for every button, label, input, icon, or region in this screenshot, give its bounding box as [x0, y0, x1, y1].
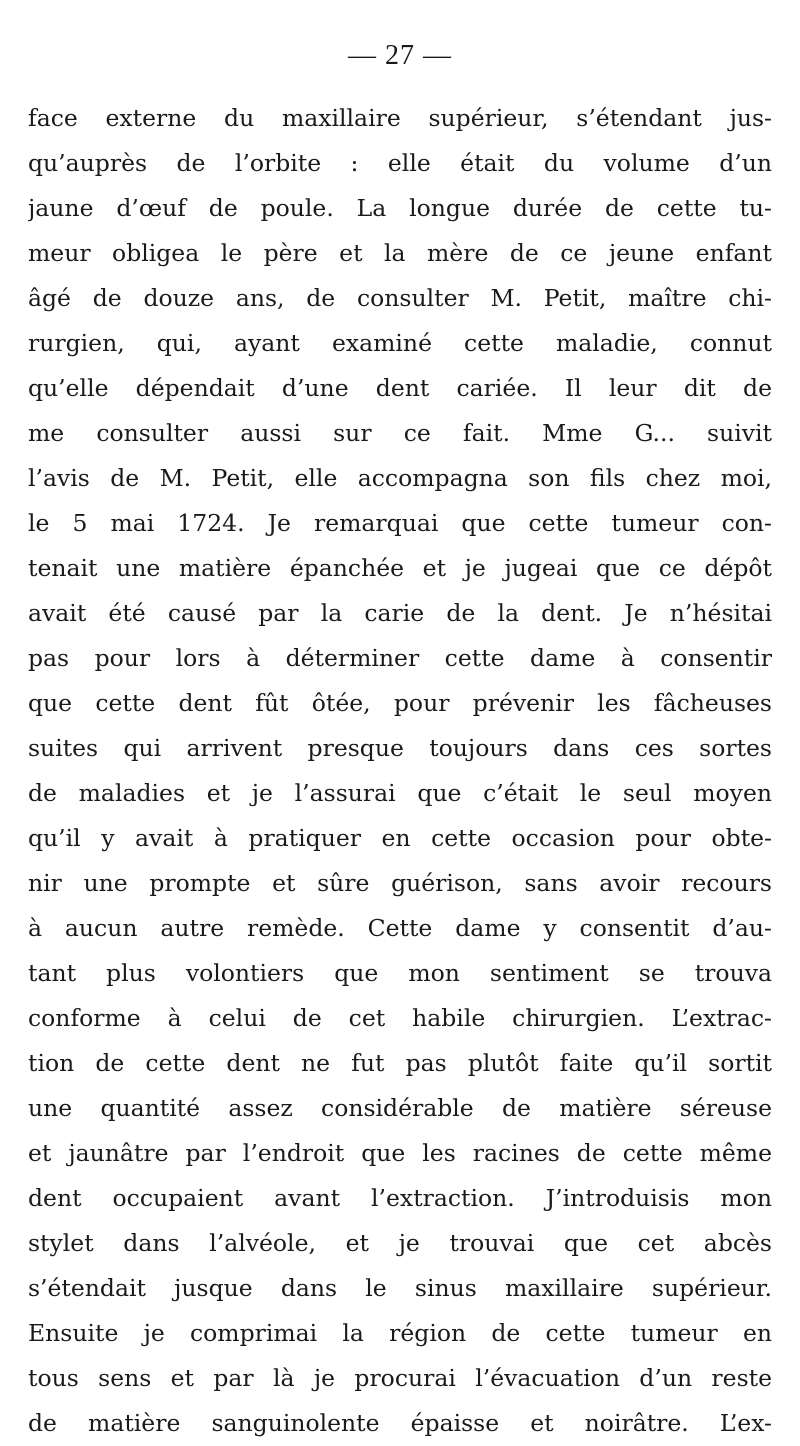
text-line: l’avis de M. Petit, elle accompagna son fils chez moi,: [28, 464, 772, 492]
page-number: — 27 —: [348, 40, 452, 71]
text-line: suites qui arrivent presque toujours dans ces sortes: [28, 734, 772, 762]
text-line: conforme à celui de cet habile chirurgien. L’extrac-: [28, 1004, 772, 1032]
text-line: une quantité assez considérable de matière séreuse: [28, 1094, 772, 1122]
text-line: de matière sanguinolente épaisse et noirâtre. L’ex-: [28, 1409, 772, 1437]
text-line: dent occupaient avant l’extraction. J’introduisis mon: [28, 1184, 772, 1212]
text-line: s’étendait jusque dans le sinus maxillaire supérieur.: [28, 1274, 772, 1302]
text-line: âgé de douze ans, de consulter M. Petit, maître chi-: [28, 284, 772, 312]
text-line: me consulter aussi sur ce fait. Mme G... suivit: [28, 419, 772, 447]
text-line: nir une prompte et sûre guérison, sans avoir recours: [28, 869, 772, 897]
text-line: Ensuite je comprimai la région de cette tumeur en: [28, 1319, 772, 1347]
text-line: tant plus volontiers que mon sentiment se trouva: [28, 959, 772, 987]
text-line: tenait une matière épanchée et je jugeai que ce dépôt: [28, 554, 772, 582]
text-line: avait été causé par la carie de la dent. Je n’hésitai: [28, 599, 772, 627]
text-line: stylet dans l’alvéole, et je trouvai que cet abcès: [28, 1229, 772, 1257]
text-line: tion de cette dent ne fut pas plutôt faite qu’il sortit: [28, 1049, 772, 1077]
text-line: pas pour lors à déterminer cette dame à consentir: [28, 644, 772, 672]
text-line: tous sens et par là je procurai l’évacuation d’un reste: [28, 1364, 772, 1392]
text-line: qu’il y avait à pratiquer en cette occasion pour obte-: [28, 824, 772, 852]
text-line: qu’auprès de l’orbite : elle était du volume d’un: [28, 149, 772, 177]
text-line: face externe du maxillaire supérieur, s’étendant jus-: [28, 104, 772, 132]
text-line: le 5 mai 1724. Je remarquai que cette tumeur con-: [28, 509, 772, 537]
text-line: meur obligea le père et la mère de ce jeune enfant: [28, 239, 772, 267]
text-line: rurgien, qui, ayant examiné cette maladie, connut: [28, 329, 772, 357]
text-line: et jaunâtre par l’endroit que les racines de cette même: [28, 1139, 772, 1167]
text-line: que cette dent fût ôtée, pour prévenir les fâcheuses: [28, 689, 772, 717]
body-text: [28, 96, 772, 1446]
text-line: jaune d’œuf de poule. La longue durée de cette tu-: [28, 194, 772, 222]
text-line: qu’elle dépendait d’une dent cariée. Il leur dit de: [28, 374, 772, 402]
text-line: à aucun autre remède. Cette dame y consentit d’au-: [28, 914, 772, 942]
text-line: de maladies et je l’assurai que c’était le seul moyen: [28, 779, 772, 807]
